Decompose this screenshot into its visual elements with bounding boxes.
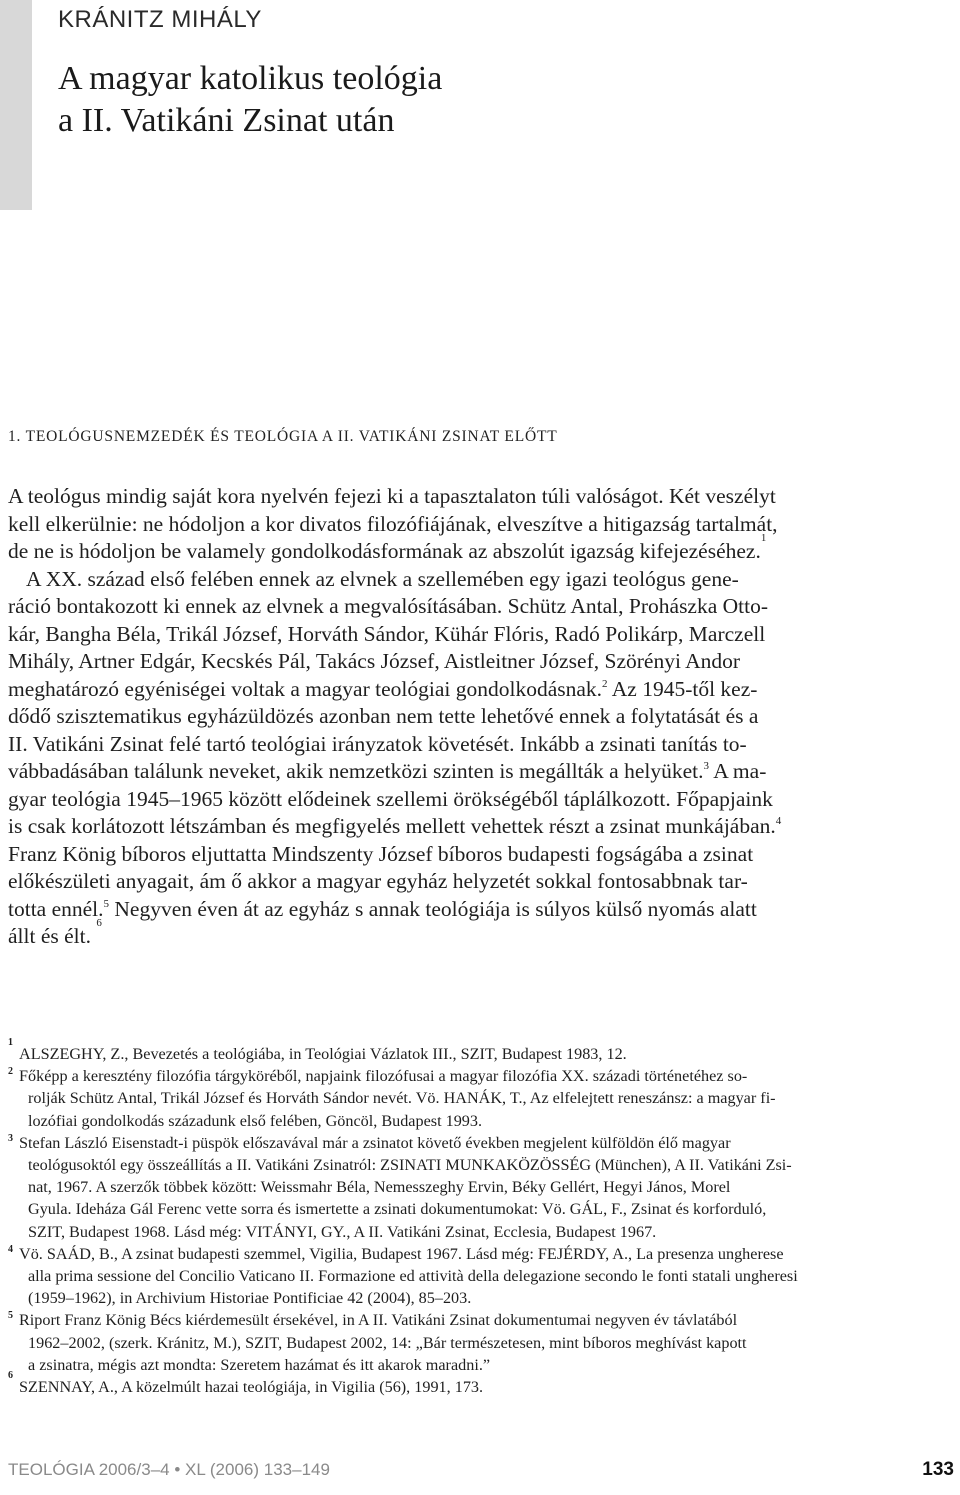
footnote-number: 4 <box>8 1243 13 1255</box>
body-line: de ne is hódoljon be valamely gondolkodásformának az abszolút igazság kifejezéséhez. 1 <box>8 538 956 566</box>
footnote-line: 6 SZENNAY, A., A közelmúlt hazai teológiája, in Vigilia (56), 1991, 173. <box>8 1376 956 1398</box>
footnote-ref[interactable]: 3 <box>703 760 710 772</box>
footnote-line: 1 ALSZEGHY, Z., Bevezetés a teológiába, in Teológiai Vázlatok III., SZIT, Budapest 1983, 12. <box>8 1043 956 1065</box>
body-line: meghatározó egyéniségei voltak a magyar teológiai gondolkodásnak.$^2$ Az 1945-től kez- <box>8 676 758 701</box>
article-title <box>58 58 442 142</box>
body-line: totta ennél.$^5$ Negyven éven át az egyház s annak teológiája is súlyos külső nyomás alatt <box>8 896 757 921</box>
footnote-number: 5 <box>8 1310 13 1322</box>
body-line: gyar teológia 1945–1965 között elődeinek szellemi örökségéből táplálkozott. Főpapjaink <box>8 786 773 811</box>
footnote-line: teológusoktól egy összeállítás a II. Vatikáni Zsinatról: ZSINATI MUNKAKÖZÖSSÉG (München), A II. Vatikáni Zsi- <box>28 1156 792 1175</box>
journal-citation: TEOLÓGIA 2006/3–4 • XL (2006) 133–149 <box>8 1460 330 1479</box>
footnote-line: a zsinatra, mégis azt mondta: Szeretem hazámat és itt akarok maradni.” <box>28 1355 491 1374</box>
body-line: ráció bontakozott ki ennek az elvnek a megvalósításában. Schütz Antal, Prohászka Otto- <box>8 594 769 618</box>
footnote-line: lozófiai gondolkodás századunk első felében, Göncöl, Budapest 1993. <box>28 1111 483 1130</box>
body-line: II. Vatikáni Zsinat felé tartó teológiai irányzatok követését. Inkább a zsinati tanítás to- <box>8 731 747 756</box>
footnote-ref[interactable]: 1 <box>760 532 767 544</box>
footnote-line: rolják Schütz Antal, Trikál József és Horváth Sándor nevét. Vö. HANÁK, T., Az elfelejtett reneszánsz: a magyar fi- <box>28 1089 776 1108</box>
body-line: dődő szisztematikus egyházüldözés azonban nem tette lehetővé ennek a folytatását és a <box>8 704 759 728</box>
footnote-line: Gyula. Ideháza Gál Ferenc vette sorra és ismertette a zsinati dokumentumokat: Vö. GÁL, F., Zsinat és korforduló, <box>28 1200 767 1219</box>
footnote-line: 1962–2002, (szerk. Kránitz, M.), SZIT, Budapest 2002, 14: „Bár természetesen, mint bíboros meghívást kapott <box>28 1333 747 1352</box>
footnote-ref[interactable]: 6 <box>96 917 102 929</box>
footnote-line: SZIT, Budapest 1968. Lásd még: VITÁNYI, GY., A II. Vatikáni Zsinat, Ecclesia, Budapest 1967. <box>28 1222 657 1241</box>
footnote-number: 3 <box>8 1132 13 1144</box>
body-line: A XX. század első felében ennek az elvnek a szellemében egy igazi teológus gene- <box>26 566 739 591</box>
footnote-line: (1959–1962), in Archivium Historiae Pontificiae 42 (2004), 85–203. <box>28 1289 472 1308</box>
body-line: állt és élt. 6 <box>8 923 956 951</box>
footnotes <box>8 1037 956 1398</box>
footnote-number: 1 <box>8 1037 13 1048</box>
body-line: Mihály, Artner Edgár, Kecskés Pál, Takács József, Aistleitner József, Szörényi Andor <box>8 649 741 673</box>
body-text <box>8 483 956 951</box>
footnote-line: $^2$ Főképp a keresztény filozófia tárgyköréből, napjaink filozófusai a magyar filozófia XX. századi történetéhez so- <box>8 1066 748 1086</box>
footnote-line: alla prima sessione del Concilio Vaticano II. Formazione ed attività della delegazione secondo le fonti statali ungheresi <box>28 1267 798 1286</box>
body-line: Franz König bíboros eljuttatta Mindszenty József bíboros budapesti fogságába a zsinat <box>8 841 754 866</box>
footnote-line: nat, 1967. A szerzők többek között: Weissmahr Béla, Nemesszeghy Ervin, Béky Gellért, Hegyi János, Morel <box>28 1178 731 1197</box>
footnote-line: $^4$ Vö. SAÁD, B., A zsinat budapesti szemmel, Vigilia, Budapest 1967. Lásd még: FEJÉRDY, A., La presenza ungherese <box>8 1243 784 1263</box>
footnote-line: $^3$ Stefan László Eisenstadt-i püspök előszavával már a zsinatot követő években megjelent külföldön élő magyar <box>8 1132 731 1152</box>
margin-bar <box>0 0 32 210</box>
footnote-ref[interactable]: 4 <box>775 815 782 827</box>
page-number: 133 <box>922 1459 954 1480</box>
body-line: vábbadásában találunk neveket, akik nemzetközi szinten is megállták a helyüket.$^3$ A ma- <box>8 759 767 783</box>
body-line: kell elkerülnie: ne hódoljon a kor divatos filozófiájának, elveszítve a hitigazság tartalmát, <box>8 511 778 536</box>
body-line: előkészületi anyagait, ám ő akkor a magyar egyház helyzetét sokkal fontosabbnak tar- <box>8 869 748 893</box>
body-line: kár, Bangha Béla, Trikál József, Horváth Sándor, Kühár Flóris, Radó Polikárp, Marczell <box>8 621 766 646</box>
body-line: A teológus mindig saját kora nyelvén fejezi ki a tapasztalaton túli valóságot. Két veszélyt <box>8 484 776 508</box>
author-name: KRÁNITZ MIHÁLY <box>58 6 262 33</box>
footnote-line: $^5$ Riport Franz König Bécs kiérdemesült érsekével, in A II. Vatikáni Zsinat dokumentumai negyven év távlatából <box>8 1310 738 1330</box>
footnote-number: 6 <box>8 1370 13 1382</box>
title-line-2: a II. Vatikáni Zsinat után <box>58 102 395 139</box>
footnote-ref[interactable]: 2 <box>602 677 608 690</box>
section-heading: 1. TEOLÓGUSNEMZEDÉK ÉS TEOLÓGIA A II. VATIKÁNI ZSINAT ELŐTT <box>8 428 558 445</box>
footnote-number: 2 <box>8 1066 13 1078</box>
footnote-ref[interactable]: 5 <box>103 897 110 910</box>
title-line-1: A magyar katolikus teológia <box>58 60 443 97</box>
body-line: is csak korlátozott létszámban és megfigyelés mellett vehettek részt a zsinat munkájában.$^4$ <box>8 814 782 838</box>
